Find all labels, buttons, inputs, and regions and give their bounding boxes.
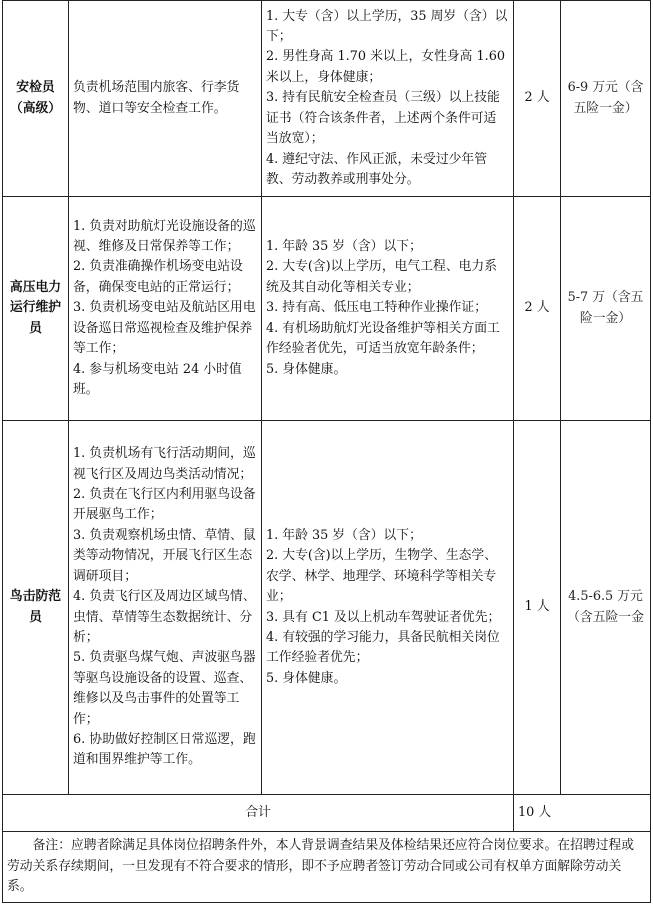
requirement-item: 3. 持有民航安全检查员（三级）以上技能证书（符合该条件者，上述两个条件可适当放宽）； [266, 90, 500, 147]
responsibilities-cell [69, 421, 262, 795]
total-value: 10 人 [514, 795, 651, 832]
headcount: 1 人 [514, 421, 561, 795]
recruitment-table [2, 0, 651, 903]
note-row [3, 832, 651, 903]
responsibilities-cell [69, 1, 262, 197]
requirements-cell [262, 1, 514, 197]
position-name: 鸟击防范员 [3, 421, 69, 795]
responsibility-item: 5. 负责驱鸟煤气炮、声波驱鸟器等驱鸟设施设备的设置、巡查、维修以及鸟击事件的处置等工作； [73, 650, 256, 727]
responsibility-item: 2. 负责在飞行区内利用驱鸟设备开展驱鸟工作； [73, 487, 256, 523]
requirement-item: 3. 持有高、低压电工特种作业操作证； [266, 300, 488, 316]
responsibilities-cell [69, 197, 262, 421]
position-name: 安检员（高级） [3, 1, 69, 197]
headcount: 2 人 [514, 1, 561, 197]
requirements-cell [262, 197, 514, 421]
responsibility-item: 4. 参与机场变电站 24 小时值班。 [73, 361, 242, 397]
total-label: 合计 [3, 795, 514, 832]
requirement-item: 2. 男性身高 1.70 米以上，女性身高 1.60 米以上，身体健康； [266, 49, 506, 85]
responsibility-item: 3. 负责机场变电站及航站区用电设备巡日常巡视检查及维护保养等工作； [73, 300, 256, 357]
responsibility-item: 6. 协助做好控制区日常巡逻，跑道和围界维护等工作。 [73, 731, 256, 768]
position-name: 高压电力运行维护员 [3, 197, 69, 421]
requirement-item: 3. 具有 C1 及以上机动车驾驶证者优先； [266, 609, 501, 625]
responsibility-item: 1. 负责机场有飞行活动期间，巡视飞行区及周边鸟类活动情况； [73, 446, 256, 482]
requirement-item: 1. 年龄 35 岁（含）以下； [266, 239, 422, 255]
salary: 6-9 万元（含五险一金） [561, 1, 651, 197]
total-row [3, 795, 651, 832]
requirement-item: 5. 身体健康。 [266, 361, 347, 377]
responsibility-item: 1. 负责对助航灯光设施设备的巡视、维修及日常保养等工作； [73, 218, 256, 255]
requirement-item: 2. 大专(含)以上学历，生物学、生态学、农学、林学、地理学、环境科学等相关专业； [266, 548, 498, 605]
requirement-item: 4. 遵纪守法、作风正派，未受过少年管教、劳动教养或刑事处分。 [266, 151, 488, 187]
note-text: 备注：应聘者除满足具体岗位招聘条件外，本人背景调查结果及体检结果还应符合岗位要求。在招聘过程或劳动关系存续期间，一旦发现有不符合要求的情形，即不予应聘者签订劳动合同或公司有权单方面解除劳动关系。 [7, 838, 635, 895]
responsibility-item: 2. 负责准确操作机场变电站设备，确保变电站的正常运行； [73, 259, 243, 295]
salary: 4.5-6.5 万元（含五险一金 [561, 421, 651, 795]
table-row [3, 421, 651, 795]
requirement-item: 5. 身体健康。 [266, 670, 347, 686]
requirement-item: 4. 有较强的学习能力，具备民航相关岗位工作经验者优先； [266, 629, 500, 666]
table-row [3, 1, 651, 197]
responsibility-item: 3. 负责观察机场虫情、草情、鼠类等动物情况，开展飞行区生态调研项目； [73, 527, 256, 584]
responsibility-item: 4. 负责飞行区及周边区域鸟情、虫情、草情等生态数据统计、分析； [73, 589, 256, 645]
salary: 5-7 万（含五险一金） [561, 197, 651, 421]
responsibility-item: 负责机场范围内旅客、行李货物、道口等安全检查工作。 [73, 80, 240, 116]
table-row [3, 197, 651, 421]
requirement-item: 4. 有机场助航灯光设备维护等相关方面工作经验者优先，可适当放宽年龄条件； [266, 320, 500, 357]
requirements-cell [262, 421, 514, 795]
headcount: 2 人 [514, 197, 561, 421]
requirement-item: 1. 大专（含）以上学历，35 周岁（含）以下； [266, 8, 508, 45]
note-cell [3, 832, 651, 903]
requirement-item: 2. 大专(含)以上学历，电气工程、电力系统及其自动化等相关专业； [266, 259, 498, 295]
requirement-item: 1. 年龄 35 岁（含）以下； [266, 527, 422, 543]
